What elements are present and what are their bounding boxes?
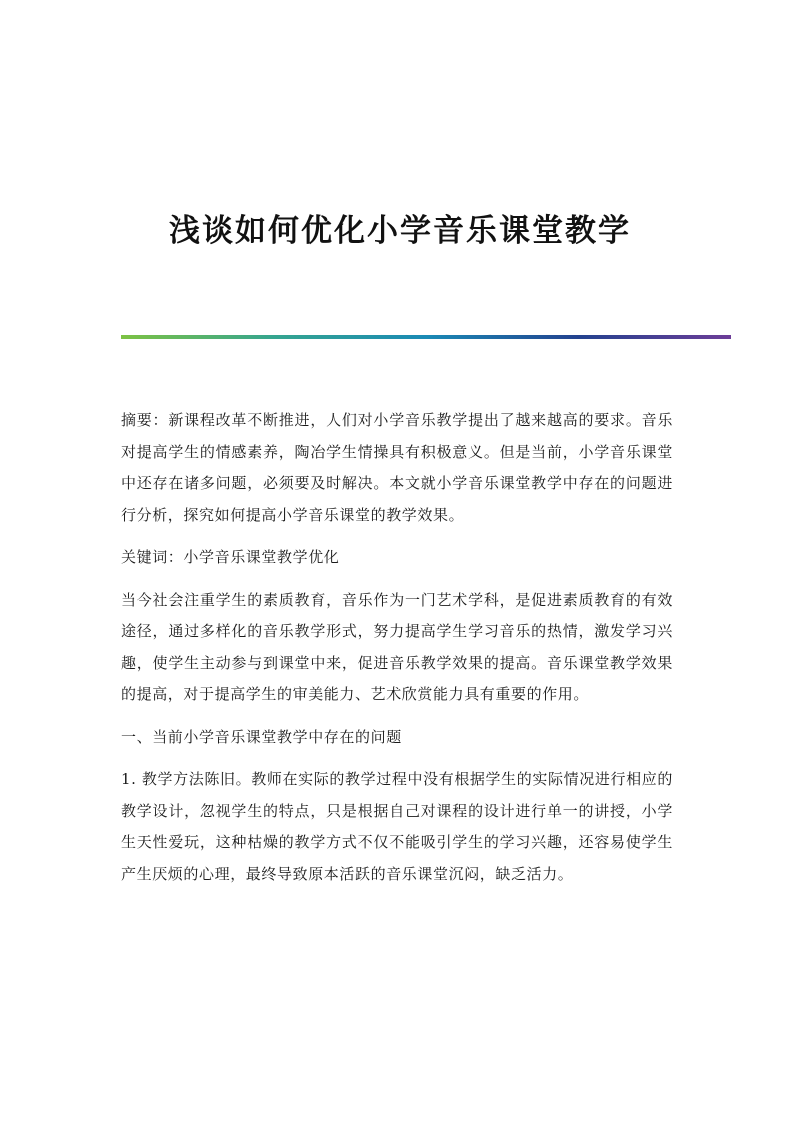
keywords-line: 关键词：小学音乐课堂教学优化	[121, 548, 340, 566]
body-paragraph: 1. 教学方法陈旧。教师在实际的教学过程中没有根据学生的实际情况进行相应的教学设计，忽视学生的特点，只是根据自己对课程的设计进行单一的讲授，小学生天性爱玩，这种枯燥的教学方式不仅不能吸引学生的学习兴趣，还容易使学生产生厌烦的心理，最终导致原本活跃的音乐课堂沉闷，缺乏活力。	[121, 770, 673, 883]
intro-paragraph: 当今社会注重学生的素质教育，音乐作为一门艺术学科，是促进素质教育的有效途径，通过多样化的音乐教学形式，努力提高学生学习音乐的热情，激发学习兴趣，使学生主动参与到课堂中来，促进音乐教学效果的提高。音乐课堂教学效果的提高，对于提高学生的审美能力、艺术欣赏能力具有重要的作用。	[121, 590, 673, 703]
document-title: 浅谈如何优化小学音乐课堂教学	[169, 212, 631, 249]
title-divider	[121, 335, 731, 339]
abstract-paragraph: 摘要：新课程改革不断推进，人们对小学音乐教学提出了越来越高的要求。音乐对提高学生的情感素养，陶冶学生情操具有积极意义。但是当前，小学音乐课堂中还存在诸多问题，必须要及时解决。本文就小学音乐课堂教学中存在的问题进行分析，探究如何提高小学音乐课堂的教学效果。	[121, 411, 673, 524]
document-body	[121, 405, 673, 901]
section-heading: 一、当前小学音乐课堂教学中存在的问题	[121, 727, 402, 746]
